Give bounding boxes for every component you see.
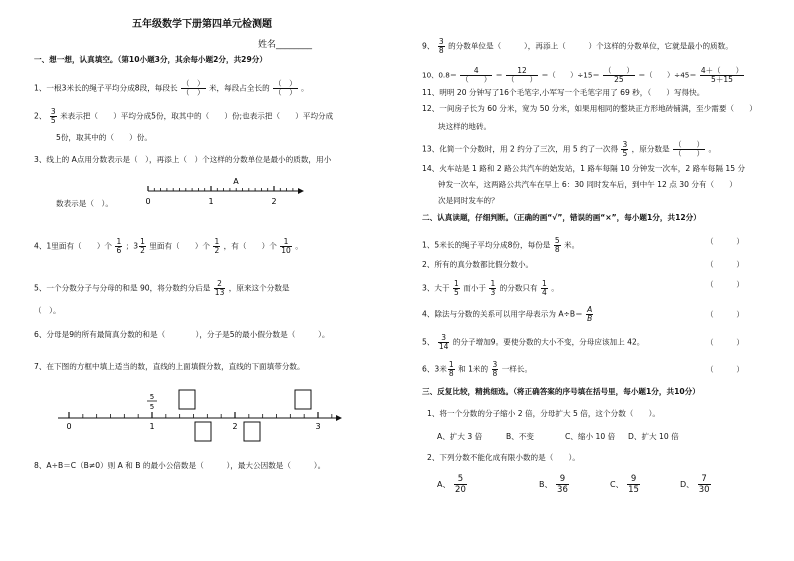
number-line-q3: [138, 175, 308, 207]
judge-4: 4、除法与分数的关系可以用字母表示为 A÷B＝ $\frac{A}{B}$: [422, 305, 593, 323]
choice-1-option-a[interactable]: A、扩大 3 倍: [437, 432, 483, 441]
tick-label-0: 0: [66, 422, 72, 431]
answer-box-below-1[interactable]: [195, 422, 211, 441]
answer-box-below-2[interactable]: [244, 422, 260, 441]
tick-label-1: 1: [208, 197, 214, 206]
judge-1: 1、5米长的绳子平均分成8份，每份是 $\frac{5}{8}$ 米。: [422, 236, 580, 254]
number-line-q7: [52, 384, 352, 444]
answer-box-above-1[interactable]: [179, 390, 195, 409]
section-1-heading: 一、想一想，认真填空。（第10小题3分，其余每小题2分，共29分）: [34, 55, 267, 64]
tick-label-0: 0: [145, 197, 151, 206]
question-12-cont: 块这样的地砖。: [438, 122, 492, 131]
judge-3: 3、大于 $\frac{1}{5}$ 而小于 $\frac{1}{3}$ 的分数只有 $\frac{1}{4}$ 。: [422, 279, 559, 297]
question-4: 4、1里面有（ ）个 $\frac{1}{6}$ ；3 $\frac{1}{2}$ 里面有（ ）个 $\frac{1}{2}$ ，有（ ）个 $\frac{1}{10}$ 。: [34, 237, 303, 255]
question-14-cont: 钟发一次车，这两路公共汽车在早上 6：30 同时发车后，到中午 12 点 30 分有（ ）: [438, 180, 737, 189]
question-1: 1、一根3米长的绳子平均分成8段，每段长 $\frac{( )}{( )}$ 米，每段占全长的 $\frac{( )}{( )}$ 。: [34, 79, 309, 97]
question-2-cont: 5份，取其中的（ ）份。: [56, 133, 152, 142]
question-11: 11、明明 20 分钟写了16个毛笔字,小军写一个毛笔字用了 69 秒，（ ）写得快。: [422, 88, 705, 97]
blank-fraction: $\frac{( )}{( )}$: [182, 79, 205, 97]
answer-box-above-2[interactable]: [295, 390, 311, 409]
judge-2-answer[interactable]: （ ）: [706, 260, 744, 269]
section-2-heading: 二、认真读题，仔细判断。（正确的画“√”，错误的画“×”，每小题1分，共12分）: [422, 213, 701, 222]
choice-2-option-d[interactable]: D、 $\frac{7}{30}$: [680, 474, 710, 495]
fraction-numerator: 5: [149, 393, 155, 401]
question-13: 13、化简一个分数时，用 2 约分了三次，用 5 约了一次得 $\frac{3}{5}$ ，原分数是 $\frac{( )}{( )}$ 。: [422, 140, 717, 158]
judge-1-answer[interactable]: （ ）: [706, 237, 744, 246]
question-5: 5、一个分数分子与分母的和是 90，将分数约分后是 $\frac{2}{13}$ ，原来这个分数是: [34, 279, 290, 297]
tick-label-3: 3: [315, 422, 321, 431]
judge-2: 2、所有的真分数都比假分数小。: [422, 260, 534, 269]
question-12: 12、一间房子长为 60 分米，宽为 50 分米，如果用相同的整块正方形地砖铺满，至少需要（ ）: [422, 104, 757, 113]
question-10: 10、0.8＝ $\frac{4}{( )}$ ＝ $\frac{12}{( )}$ ＝（ ）÷15＝ $\frac{( )}{25}$ ＝（ ）÷45＝ $\frac{4+( )}{5+15}$: [422, 66, 744, 84]
judge-5: 5、 $\frac{3}{14}$ 的分子增加9。要使分数的大小不变，分母应该加上 42。: [422, 333, 645, 351]
question-8: 8、A÷B＝C（B≠0）则 A 和 B 的最小公倍数是（ ），最大公因数是（ ）。: [34, 461, 326, 470]
tick-label-2: 2: [232, 422, 238, 431]
choice-1-option-d[interactable]: D、扩大 10 倍: [628, 432, 679, 441]
question-7: 7、在下图的方框中填上适当的数，直线的上面填假分数，直线的下面填带分数。: [34, 362, 305, 371]
judge-6: 6、3米 $\frac{1}{8}$ 和 1米的 $\frac{3}{8}$ 一样长。: [422, 360, 533, 378]
judge-4-answer[interactable]: （ ）: [706, 310, 744, 319]
point-a-label: A: [233, 177, 239, 186]
choice-2-option-c[interactable]: C、 $\frac{9}{15}$: [610, 474, 639, 495]
question-3: 3、线上的 A点用分数表示是（ ），再添上（ ）个这样的分数单位是最小的质数，用小: [34, 155, 332, 164]
choice-1-option-c[interactable]: C、缩小 10 倍: [565, 432, 616, 441]
section-3-heading: 三、反复比较，精挑细选。（将正确答案的序号填在括号里，每小题1分，共10分）: [422, 387, 700, 396]
choice-2-option-a[interactable]: A、 $\frac{5}{20}$: [437, 474, 466, 495]
question-6: 6、分母是9的所有最简真分数的和是（ ），分子是5的最小假分数是（ ）。: [34, 330, 330, 339]
question-3-cont: 数表示是（ ）。: [56, 199, 113, 208]
choice-1-option-b[interactable]: B、不变: [506, 432, 534, 441]
page-title: 五年级数学下册第四单元检测题: [132, 19, 272, 30]
question-2: 2、 $\frac{3}{5}$ 米表示把（ ）平均分成5份，取其中的（ ）份;也表示把（ ）平均分成: [34, 107, 334, 125]
question-14: 14、火车站是 1 路和 2 路公共汽车的始发站，1 路车每隔 10 分钟发一次车，2 路车每隔 15 分: [422, 164, 746, 173]
judge-3-answer[interactable]: （ ）: [706, 280, 744, 289]
question-5-cont: （ ）。: [34, 306, 61, 315]
question-9: 9、 $\frac{3}{8}$ 的分数单位是（ ），再添上（ ）个这样的分数单位，它就是最小的质数。: [422, 37, 733, 55]
tick-label-2: 2: [271, 197, 277, 206]
choice-1: 1、将一个分数的分子缩小 2 倍，分母扩大 5 倍，这个分数（ ）。: [427, 409, 660, 418]
tick-label-1: 1: [149, 422, 155, 431]
choice-2-option-b[interactable]: B、 $\frac{9}{36}$: [539, 474, 568, 495]
judge-5-answer[interactable]: （ ）: [706, 338, 744, 347]
name-field: 姓名________: [258, 40, 313, 50]
blank-fraction: $\frac{( )}{( )}$: [274, 79, 297, 97]
fraction-denominator: 5: [149, 403, 155, 411]
judge-6-answer[interactable]: （ ）: [706, 365, 744, 374]
choice-2: 2、下列分数不能化成有限小数的是（ ）。: [427, 453, 580, 462]
question-14-cont2: 次是同时发车的？: [438, 196, 499, 205]
